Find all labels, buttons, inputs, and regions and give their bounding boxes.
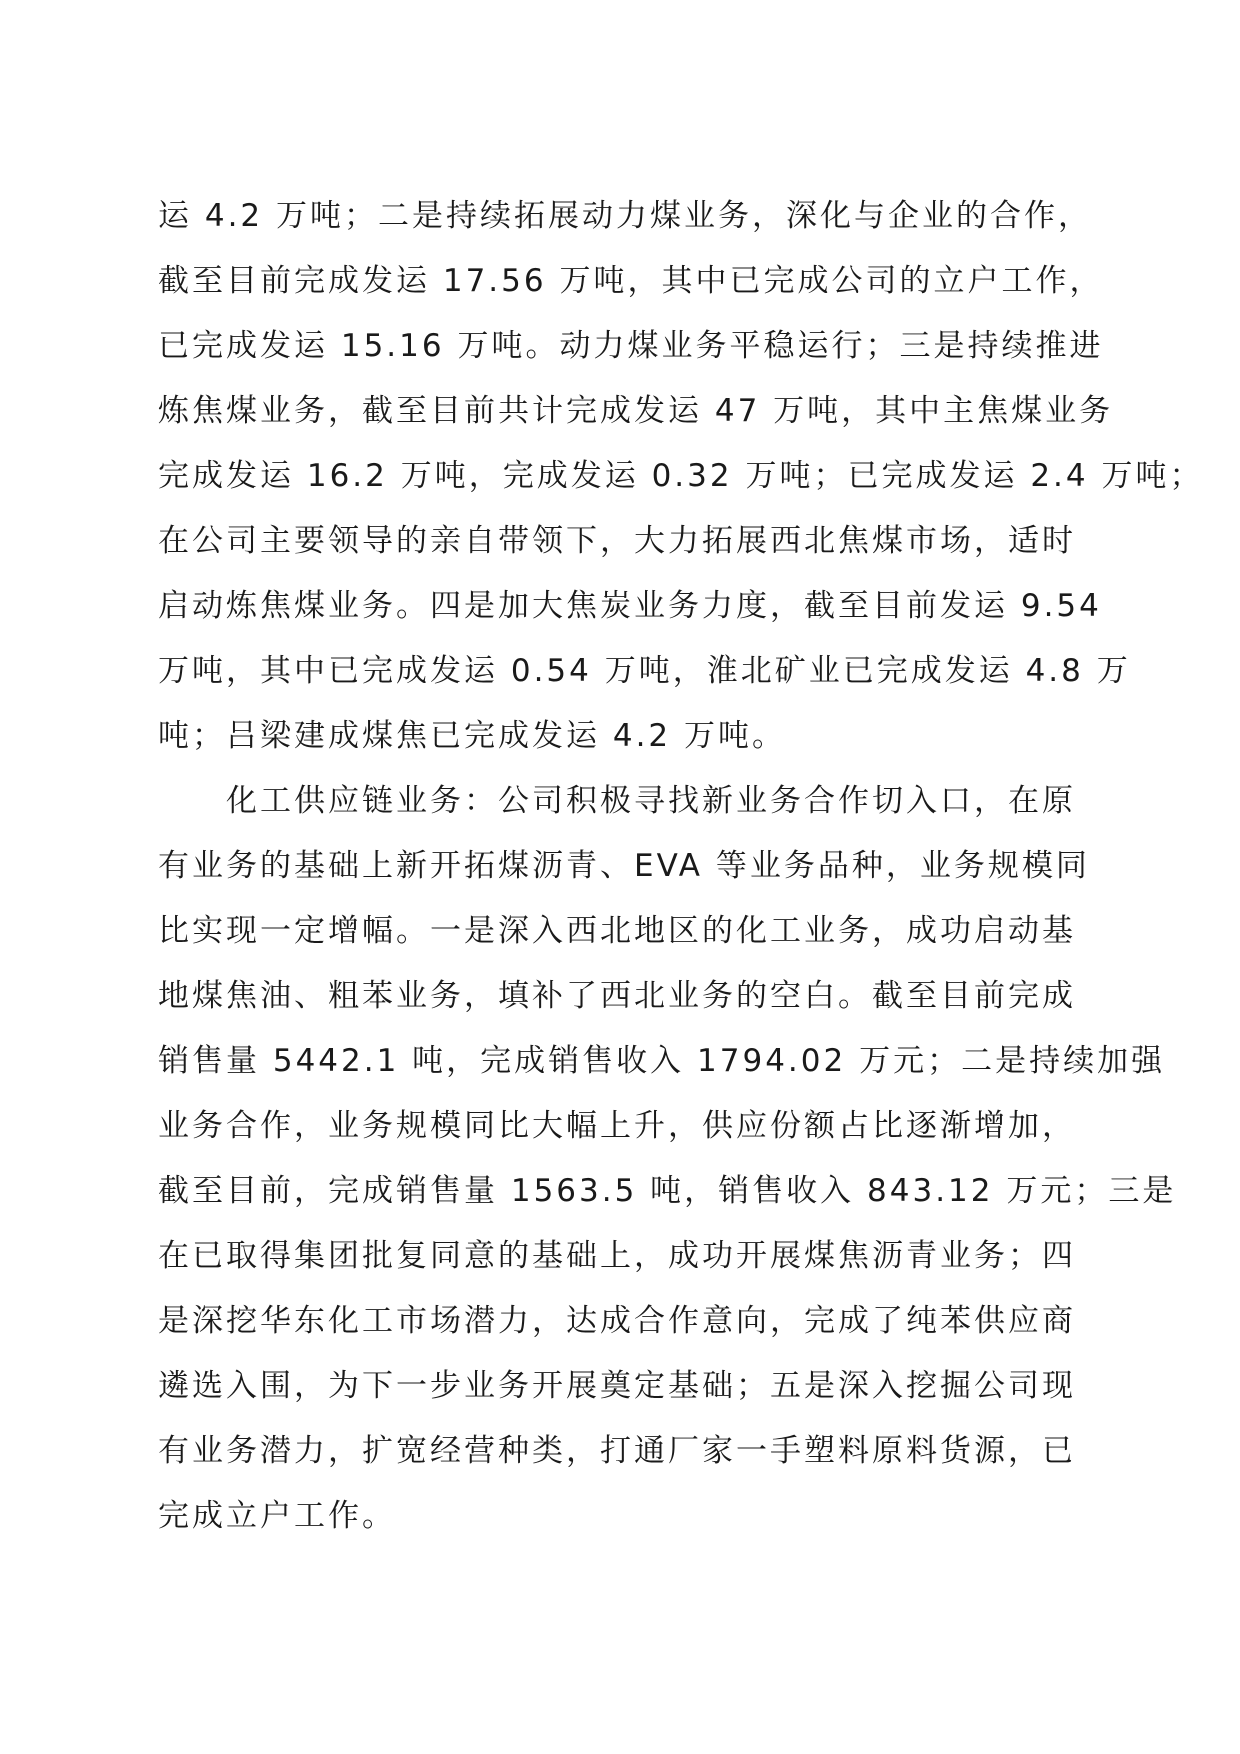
text-line: 截至目前完成发运 17.56 万吨，其中已完成公司的立户工作， xyxy=(158,263,1104,299)
text-line: 运 4.2 万吨；二是持续拓展动力煤业务，深化与企业的合作， xyxy=(158,198,1093,234)
document-body xyxy=(158,184,1204,1549)
text-line: 地煤焦油、粗苯业务，填补了西北业务的空白。截至目前完成 xyxy=(158,978,1076,1014)
text-line: 有业务的基础上新开拓煤沥青、EVA 等业务品种，业务规模同 xyxy=(158,848,1090,884)
text-line: 启动炼焦煤业务。四是加大焦炭业务力度，截至目前发运 9.54 xyxy=(158,588,1102,624)
text-line: 业务合作，业务规模同比大幅上升，供应份额占比逐渐增加， xyxy=(158,1108,1076,1144)
paragraph-coal-business xyxy=(158,184,1204,769)
text-line: 完成发运 16.2 万吨，完成发运 0.32 万吨；已完成发运 2.4 万吨； xyxy=(158,458,1204,494)
text-line: 比实现一定增幅。一是深入西北地区的化工业务，成功启动基 xyxy=(158,913,1076,949)
text-line: 完成立户工作。 xyxy=(158,1498,396,1534)
text-line: 有业务潜力，扩宽经营种类，打通厂家一手塑料原料货源，已 xyxy=(158,1433,1076,1469)
text-line: 销售量 5442.1 吨，完成销售收入 1794.02 万元；二是持续加强 xyxy=(158,1043,1166,1079)
text-line: 吨；吕梁建成煤焦已完成发运 4.2 万吨。 xyxy=(158,718,787,754)
text-line: 在公司主要领导的亲自带领下，大力拓展西北焦煤市场，适时 xyxy=(158,523,1076,559)
text-line: 是深挖华东化工市场潜力，达成合作意向，完成了纯苯供应商 xyxy=(158,1303,1076,1339)
paragraph-chemical-supply-chain xyxy=(158,769,1177,1549)
text-line: 化工供应链业务：公司积极寻找新业务合作切入口，在原 xyxy=(226,783,1076,819)
text-line: 截至目前，完成销售量 1563.5 吨，销售收入 843.12 万元；三是 xyxy=(158,1173,1177,1209)
text-line: 遴选入围，为下一步业务开展奠定基础；五是深入挖掘公司现 xyxy=(158,1368,1076,1404)
text-line: 万吨，其中已完成发运 0.54 万吨，淮北矿业已完成发运 4.8 万 xyxy=(158,653,1131,689)
text-line: 在已取得集团批复同意的基础上，成功开展煤焦沥青业务；四 xyxy=(158,1238,1076,1274)
text-line: 已完成发运 15.16 万吨。动力煤业务平稳运行；三是持续推进 xyxy=(158,328,1104,364)
text-line: 炼焦煤业务，截至目前共计完成发运 47 万吨，其中主焦煤业务 xyxy=(158,393,1114,429)
